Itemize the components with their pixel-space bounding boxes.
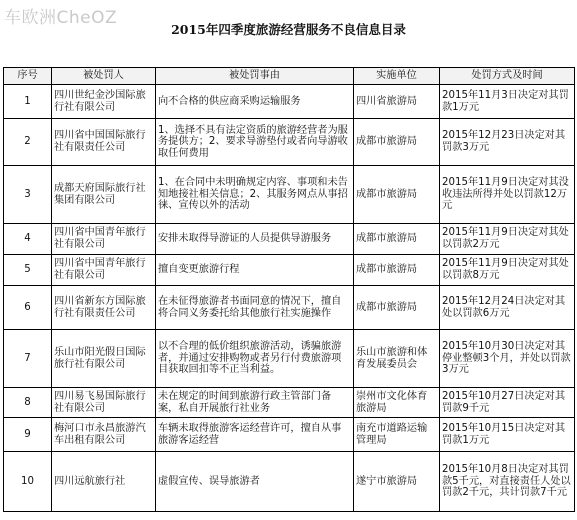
table-row bbox=[4, 224, 575, 255]
cell-entity: 四川易飞易国际旅行社有限公司 bbox=[52, 388, 156, 418]
cell-entity: 梅河口市永昌旅游汽车出租有限公司 bbox=[52, 418, 156, 452]
table-row bbox=[4, 286, 575, 330]
cell-reason: 安排未取得导游证的人员提供导游服务 bbox=[156, 224, 354, 255]
cell-entity: 四川远航旅行社 bbox=[52, 452, 156, 512]
cell-penalty: 2015年12月24日决定对其处以罚款6万元 bbox=[440, 286, 575, 330]
cell-no: 6 bbox=[4, 286, 52, 330]
cell-penalty: 2015年11月9日决定对其处以罚款2万元 bbox=[440, 224, 575, 255]
cell-reason: 1、在合同中未明确规定内容、事项和未告知地接社相关信息；2、其服务网点从事招徕、宣传以外的活动 bbox=[156, 166, 354, 224]
penalty-table bbox=[3, 67, 575, 512]
cell-no: 7 bbox=[4, 330, 52, 388]
table-row bbox=[4, 418, 575, 452]
cell-unit: 成都市旅游局 bbox=[354, 166, 440, 224]
cell-no: 1 bbox=[4, 85, 52, 119]
cell-no: 4 bbox=[4, 224, 52, 255]
cell-reason: 以不合理的低价组织旅游活动，诱骗旅游者，并通过安排购物或者另行付费旅游项目获取回扣等不正当利益。 bbox=[156, 330, 354, 388]
cell-reason: 在未征得旅游者书面同意的情况下，擅自将合同义务委托给其他旅行社实施操作 bbox=[156, 286, 354, 330]
cell-no: 10 bbox=[4, 452, 52, 512]
cell-unit: 南充市道路运输管理局 bbox=[354, 418, 440, 452]
cell-penalty: 2015年11月9日决定对其处以罚款8万元 bbox=[440, 255, 575, 286]
header-entity: 被处罚人 bbox=[52, 68, 156, 85]
cell-reason: 1、选择不具有法定资质的旅游经营者为服务提供方；2、要求导游垫付或者向导游收取任何费用 bbox=[156, 119, 354, 166]
cell-reason: 虚假宣传、误导旅游者 bbox=[156, 452, 354, 512]
cell-no: 8 bbox=[4, 388, 52, 418]
cell-penalty: 2015年11月3日决定对其罚款1万元 bbox=[440, 85, 575, 119]
table-row bbox=[4, 119, 575, 166]
cell-unit: 成都市旅游局 bbox=[354, 224, 440, 255]
table-row bbox=[4, 166, 575, 224]
page-title: 2015年四季度旅游经营服务不良信息目录 bbox=[171, 22, 406, 37]
table-row bbox=[4, 85, 575, 119]
cell-reason: 擅自变更旅游行程 bbox=[156, 255, 354, 286]
header-reason: 被处罚事由 bbox=[156, 68, 354, 85]
cell-entity: 四川省新东方国际旅行社有限责任公司 bbox=[52, 286, 156, 330]
cell-unit: 成都市旅游局 bbox=[354, 119, 440, 166]
cell-unit: 崇州市文化体育旅游局 bbox=[354, 388, 440, 418]
cell-reason: 向不合格的供应商采购运输服务 bbox=[156, 85, 354, 119]
table-row bbox=[4, 388, 575, 418]
cell-penalty: 2015年11月9日决定对其没收违法所得并处以罚款12万元 bbox=[440, 166, 575, 224]
watermark: 车欧洲CheOZ bbox=[4, 8, 118, 28]
table-row bbox=[4, 452, 575, 512]
cell-entity: 四川世纪金沙国际旅行社有限公司 bbox=[52, 85, 156, 119]
cell-penalty: 2015年12月23日决定对其罚款3万元 bbox=[440, 119, 575, 166]
cell-entity: 四川省中国国际旅行社有限责任公司 bbox=[52, 119, 156, 166]
cell-entity: 乐山市阳光假日国际旅行社有限公司 bbox=[52, 330, 156, 388]
cell-unit: 成都市旅游局 bbox=[354, 255, 440, 286]
cell-no: 5 bbox=[4, 255, 52, 286]
cell-reason: 未在规定的时间到旅游行政主管部门备案，私自开展旅行社业务 bbox=[156, 388, 354, 418]
cell-entity: 四川省中国青年旅行社有限公司 bbox=[52, 224, 156, 255]
cell-unit: 乐山市旅游和体育发展委员会 bbox=[354, 330, 440, 388]
header-penalty: 处罚方式及时间 bbox=[440, 68, 575, 85]
cell-penalty: 2015年10月27日决定对其罚款9千元 bbox=[440, 388, 575, 418]
cell-no: 2 bbox=[4, 119, 52, 166]
table-header-row bbox=[4, 68, 575, 85]
cell-reason: 车辆未取得旅游客运经营许可，擅自从事旅游客运经营 bbox=[156, 418, 354, 452]
cell-penalty: 2015年10月15日决定对其罚款1万元 bbox=[440, 418, 575, 452]
cell-entity: 成都天府国际旅行社集团有限公司 bbox=[52, 166, 156, 224]
table-row bbox=[4, 255, 575, 286]
header-no: 序号 bbox=[4, 68, 52, 85]
cell-no: 9 bbox=[4, 418, 52, 452]
cell-entity: 四川省中国青年旅行社有限公司 bbox=[52, 255, 156, 286]
cell-no: 3 bbox=[4, 166, 52, 224]
cell-unit: 遂宁市旅游局 bbox=[354, 452, 440, 512]
cell-penalty: 2015年10月8日决定对其罚款5千元，对直接责任人处以罚款2千元，共计罚款7千元 bbox=[440, 452, 575, 512]
table-row bbox=[4, 330, 575, 388]
cell-unit: 四川省旅游局 bbox=[354, 85, 440, 119]
cell-unit: 成都市旅游局 bbox=[354, 286, 440, 330]
cell-penalty: 2015年10月30日决定对其停业整顿3个月，并处以罚款3万元 bbox=[440, 330, 575, 388]
header-unit: 实施单位 bbox=[354, 68, 440, 85]
